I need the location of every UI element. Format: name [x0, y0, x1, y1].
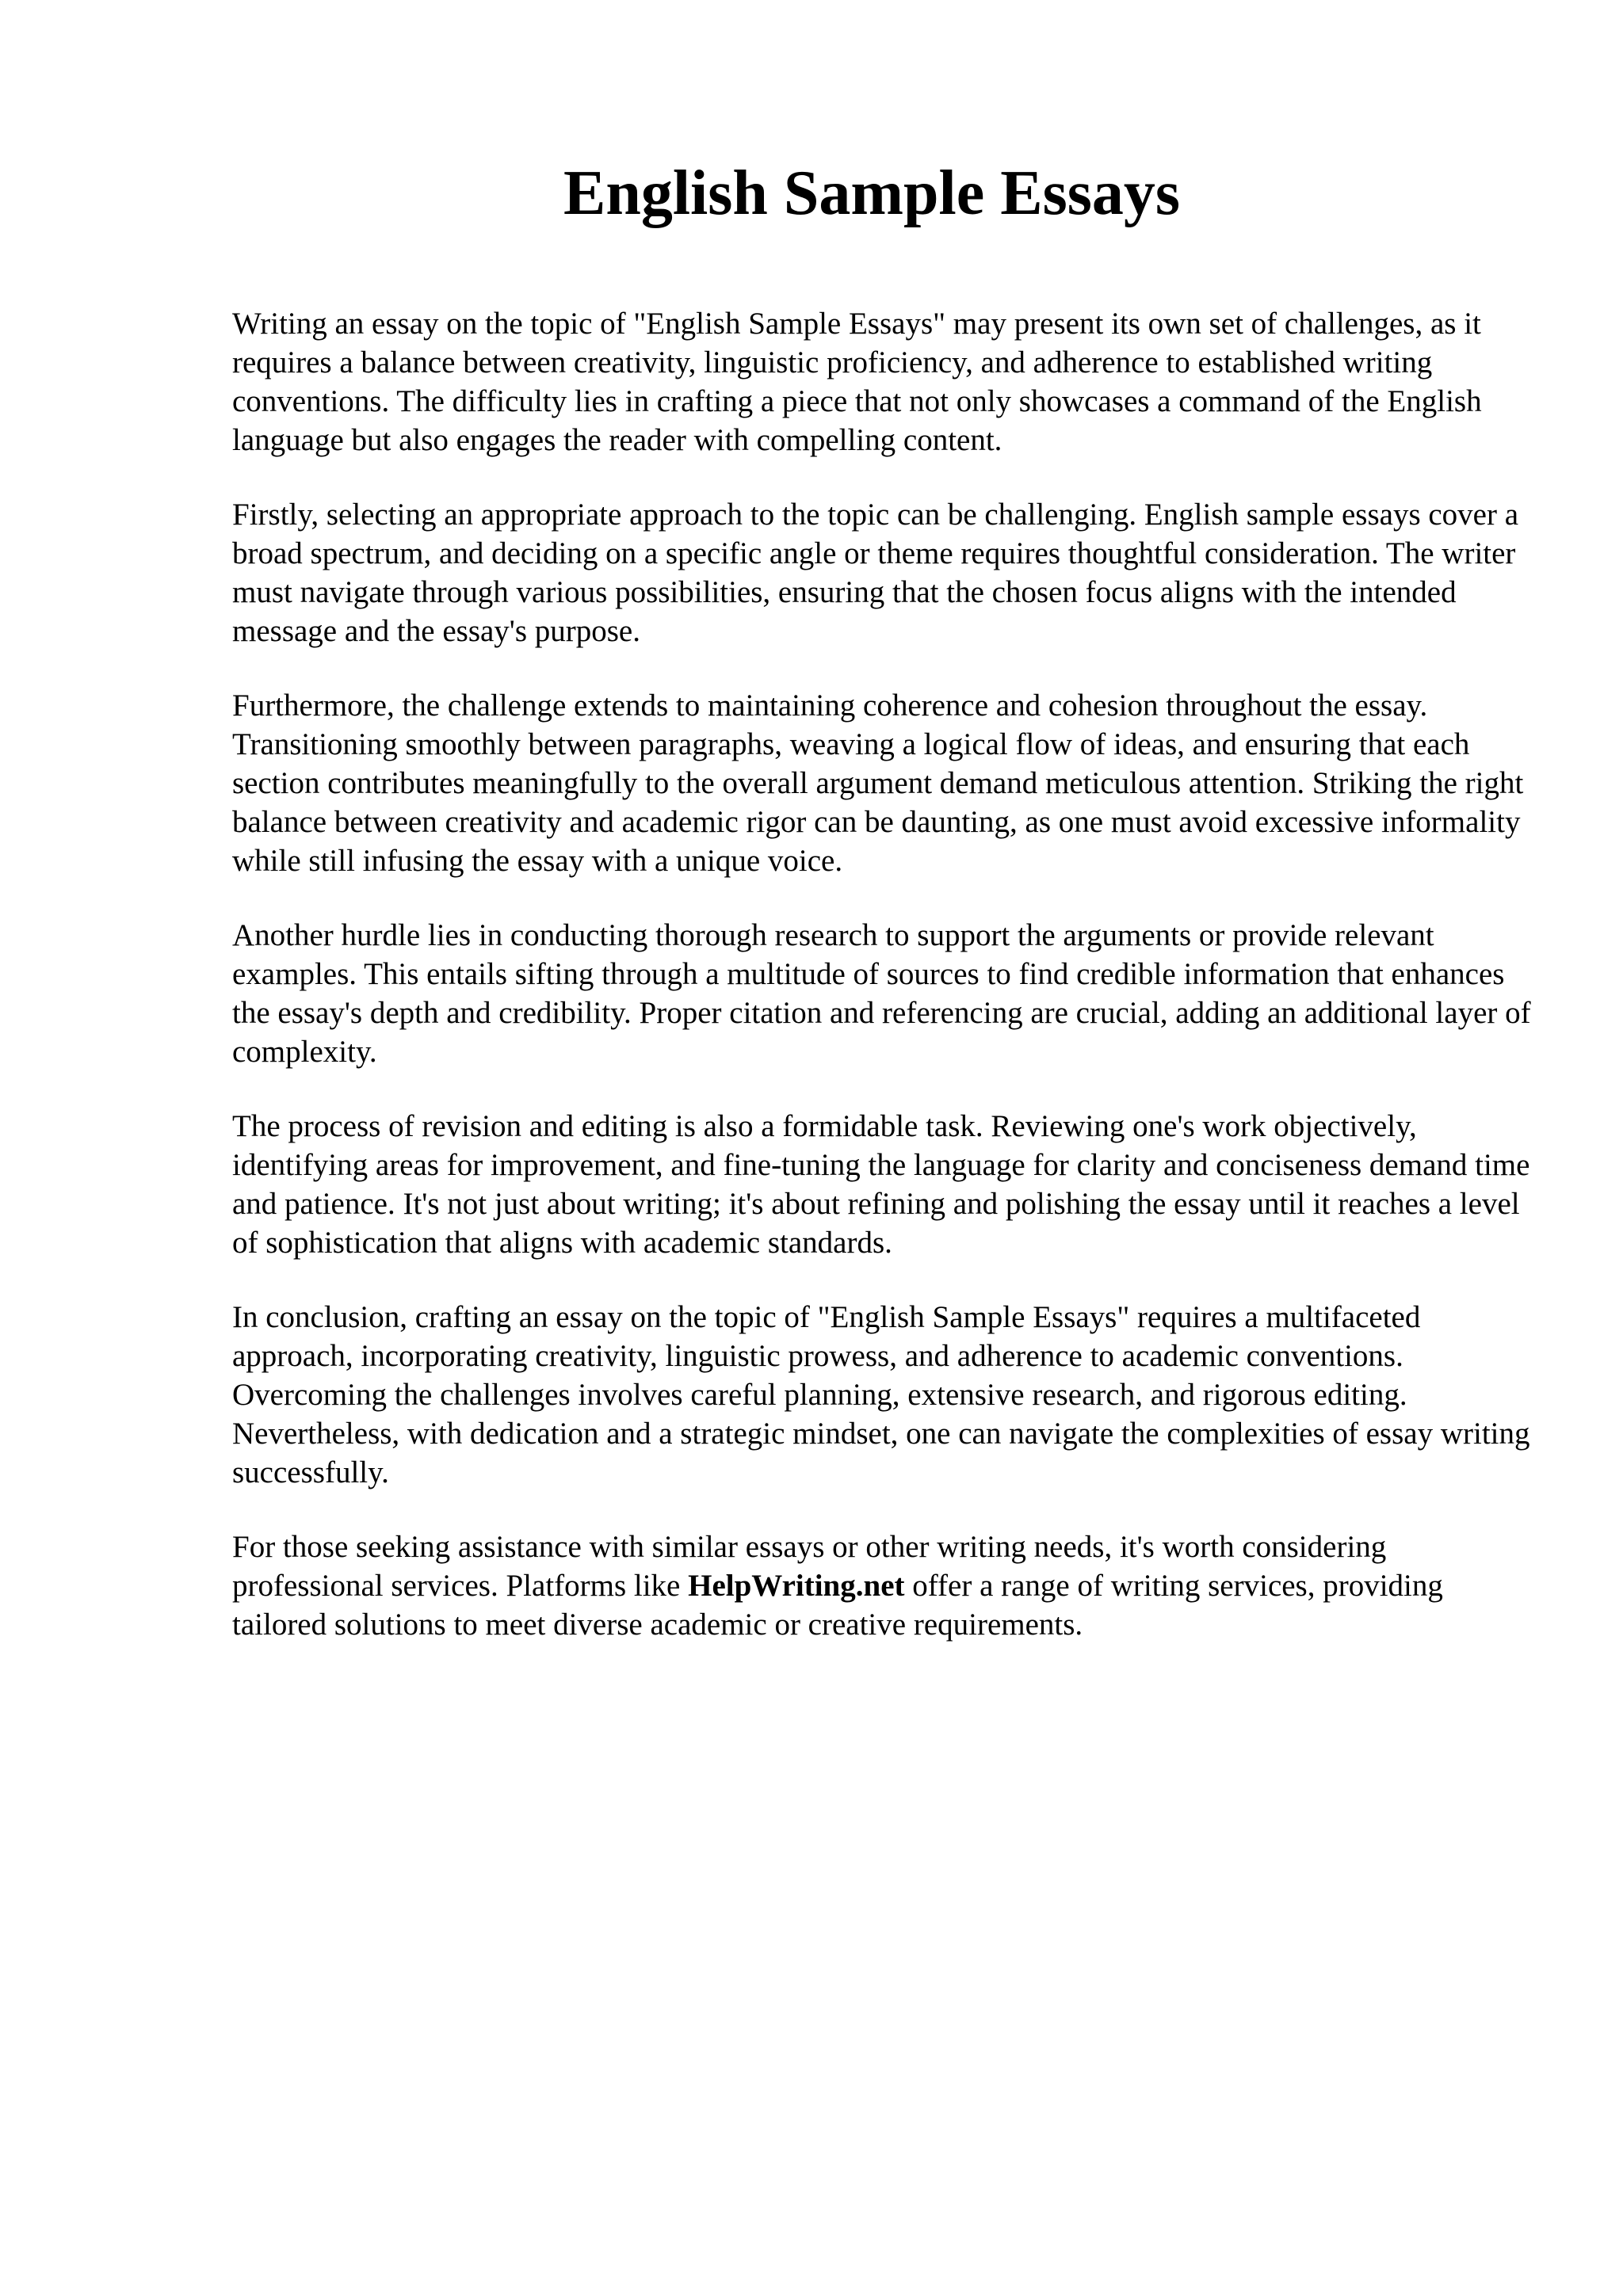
paragraph-conclusion: In conclusion, crafting an essay on the topic of "English Sample Essays" requires a multifaceted approach, incorporating creativity, linguistic prowess, and adherence to academic conventions. Overcoming the challenges involves careful planning, extensive research, and rigorous editing. Nevertheless, with dedication and a strategic mindset, one can navigate the complexities of essay writing successfully. — [232, 1300, 1530, 1489]
paragraph-approach: Firstly, selecting an appropriate approach to the topic can be challenging. English sample essays cover a broad spectrum, and deciding on a specific angle or theme requires thoughtful consideration. The writer must navigate through various possibilities, ensuring that the chosen focus aligns with the intended message and the essay's purpose. — [232, 498, 1519, 648]
paragraph-research: Another hurdle lies in conducting thorough research to support the arguments or provide relevant examples. This entails sifting through a multitude of sources to find credible information that enhances the essay's depth and credibility. Proper citation and referencing are crucial, adding an additional layer of complexity. — [232, 918, 1531, 1069]
paragraph-coherence: Furthermore, the challenge extends to maintaining coherence and cohesion throughout the essay. Transitioning smoothly between paragraphs, weaving a logical flow of ideas, and ensuring that each section contributes meaningfully to the overall argument demand meticulous attention. Striking the right balance between creativity and academic rigor can be daunting, as one must avoid excessive informality while still infusing the essay with a unique voice. — [232, 688, 1524, 878]
brand-name: HelpWriting.net — [688, 1569, 905, 1603]
document-body — [232, 304, 1532, 1680]
paragraph-intro: Writing an essay on the topic of "English Sample Essays" may present its own set of challenges, as it requires a balance between creativity, linguistic proficiency, and adherence to established writing conventions. The difficulty lies in crafting a piece that not only showcases a command of the English language but also engages the reader with compelling content. — [232, 307, 1482, 457]
paragraph-closing — [232, 1527, 1532, 1644]
paragraph-revision: The process of revision and editing is also a formidable task. Reviewing one's work objectively, identifying areas for improvement, and fine-tuning the language for clarity and conciseness demand time and patience. It's not just about writing; it's about refining and polishing the essay until it reaches a level of sophistication that aligns with academic standards. — [232, 1109, 1530, 1260]
document-title: English Sample Essays — [563, 158, 1181, 228]
closing-text-after: offer a range of writing services, providing tailored solutions to meet diverse academic or creative requirements. — [232, 1569, 1443, 1642]
closing-text-before: For those seeking assistance with similar essays or other writing needs, it's worth considering professional services. Platforms like — [232, 1530, 1387, 1603]
